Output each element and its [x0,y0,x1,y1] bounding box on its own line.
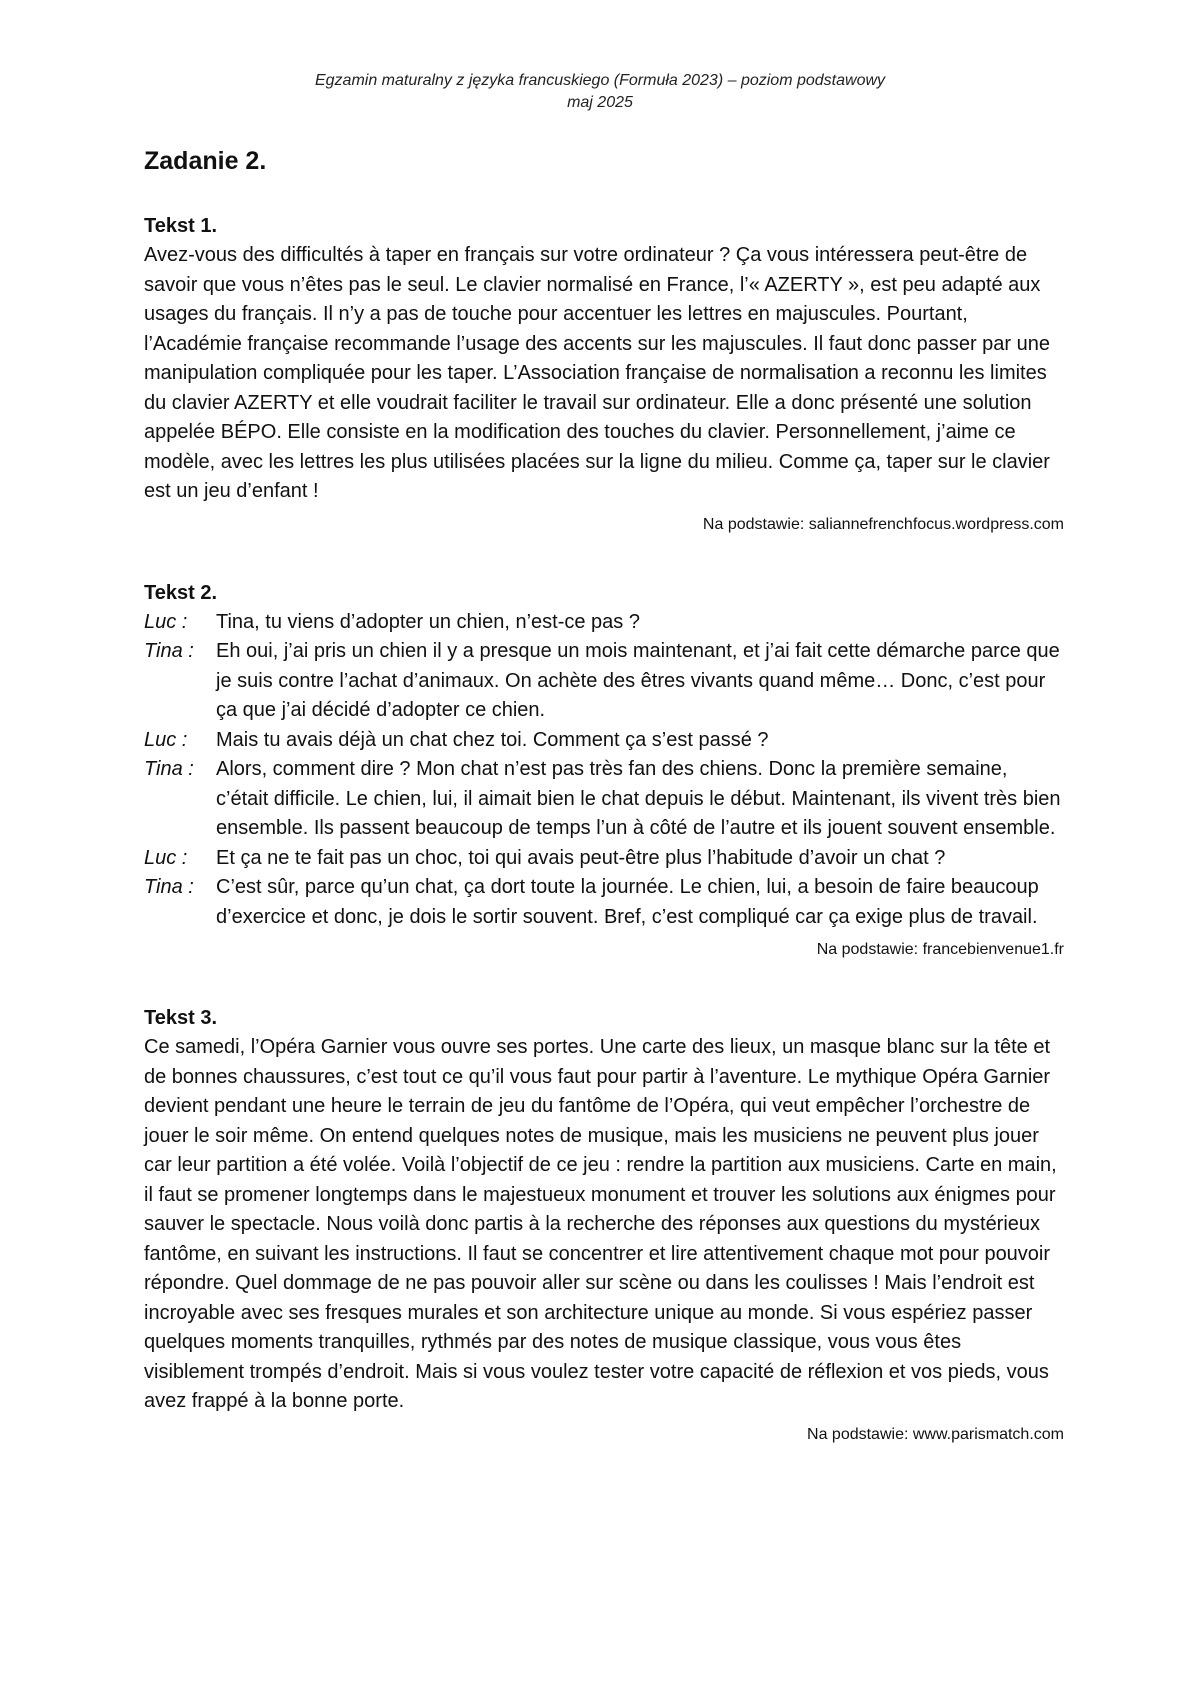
text-1-source: Na podstawie: saliannefrenchfocus.wordpress.com [702,515,1064,533]
task-title: Zadanie 2. [144,147,267,175]
text-2-title: Tekst 2. [144,581,217,604]
speaker-name: Luc : [144,610,188,633]
dialogue-line [144,755,1064,844]
text-3-source: Na podstawie: www.parismatch.com [807,1425,1064,1443]
text-2-source: Na podstawie: francebienvenue1.fr [816,941,1064,958]
utterance-text: Tina, tu viens d’adopter un chien, n’est-ce pas ? [216,610,640,633]
text-2-section [144,579,1064,963]
header-exam-date: maj 2025 [567,94,633,111]
text-1-body: Avez-vous des difficultés à taper en français sur votre ordinateur ? Ça vous intéressera peut-être de savoir que vous n’êtes pas le seul. Le clavier normalisé en France, l’« AZERTY », est peu adapté aux usages du français. Il n’y a pas de touche pour accentuer les lettres en majuscules. Pourtant, l’Académie française recommande l’usage des accents sur les majuscules. Il faut donc passer par une manipulation compliquée pour les taper. L’Association française de normalisation a reconnu les limites du clavier AZERTY et elle voudrait faciliter le travail sur ordinateur. Elle a donc présenté une solution appelée BÉPO. Elle consiste en la modification des touches du clavier. Personnellement, j’aime ce modèle, avec les lettres les plus utilisées placées sur la ligne du milieu. Comme ça, taper sur le clavier est un jeu d’enfant ! [144,244,1051,502]
utterance-text: Et ça ne te fait pas un choc, toi qui avais peut-être plus l’habitude d’avoir un chat ? [216,846,946,869]
text-3-body: Ce samedi, l’Opéra Garnier vous ouvre ses portes. Une carte des lieux, un masque blanc sur la tête et de bonnes chaussures, c’est tout ce qu’il vous faut pour partir à l’aventure. Le mythique Opéra Garnier devient pendant une heure le terrain de jeu du fantôme de l’Opéra, qui veut empêcher l’orchestre de jouer le soir même. On entend quelques notes de musique, mais les musiciens ne peuvent plus jouer car leur partition a été volée. Voilà l’objectif de ce jeu : rendre la partition aux musiciens. Carte en main, il faut se promener longtemps dans le majestueux monument et trouver les solutions aux énigmes pour sauver le spectacle. Nous voilà donc partis à la recherche des réponses aux questions du mystérieux fantôme, en suivant les instructions. Il faut se concentrer et lire attentivement chaque mot pour pouvoir répondre. Quel dommage de ne pas pouvoir aller sur scène ou dans les coulisses ! Mais l’endroit est incroyable avec ses fresques murales et son architecture unique au monde. Si vous espériez passer quelques moments tranquilles, rythmés par des notes de musique classique, vous vous êtes visiblement trompés d’endroit. Mais si vous voulez tester votre capacité de réflexion et vos pieds, vous avez frappé à la bonne porte. [144,1036,1057,1412]
utterance-text: Alors, comment dire ? Mon chat n’est pas très fan des chiens. Donc la première semaine, c’était difficile. Le chien, lui, il aimait bien le chat depuis le début. Maintenant, ils vivent très bien ensemble. Ils passent beaucoup de temps l’un à côté de l’autre et ils jouent souvent ensemble. [216,758,1061,839]
speaker-name: Luc : [144,846,188,869]
speaker-name: Tina : [144,876,194,898]
speaker-name: Tina : [144,758,194,780]
speaker-name: Luc : [144,728,188,751]
text-3-section [144,1004,1064,1447]
main-content [144,140,1064,1447]
dialogue-line [144,873,1064,932]
text-1-section [144,212,1064,537]
dialogue [144,608,1064,933]
utterance-text: Eh oui, j’ai pris un chien il y a presque un mois maintenant, et j’ai fait cette démarche parce que je suis contre l’achat d’animaux. On achète des êtres vivants quand même… Donc, c’est pour ça que j’ai décidé d’adopter ce chien. [216,640,1060,721]
dialogue-line [144,637,1064,726]
dialogue-line [144,608,1064,638]
header-exam-title: Egzamin maturalny z języka francuskiego (Formuła 2023) – poziom podstawowy [314,72,886,89]
text-1-title: Tekst 1. [144,215,217,237]
dialogue-line [144,844,1064,874]
page-header [0,70,1200,114]
utterance-text: Mais tu avais déjà un chat chez toi. Comment ça s’est passé ? [216,728,769,751]
speaker-name: Tina : [144,640,194,662]
utterance-text: C’est sûr, parce qu’un chat, ça dort toute la journée. Le chien, lui, a besoin de faire beaucoup d’exercice et donc, je dois le sortir souvent. Bref, c’est compliqué car ça exige plus de travail. [216,876,1039,928]
text-3-title: Tekst 3. [144,1007,217,1029]
dialogue-line [144,726,1064,756]
